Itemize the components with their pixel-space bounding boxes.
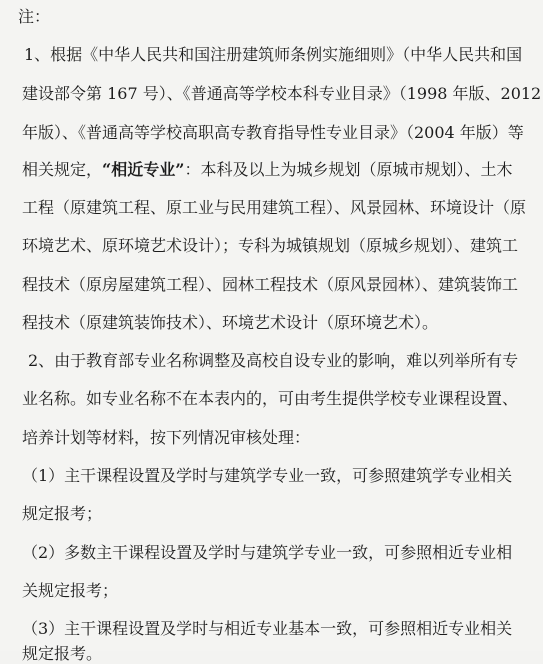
sub1-line1: （1）主干课程设置及学时与建筑学专业一致，可参照建筑学专业相关: [22, 466, 513, 485]
item1-line2: 建设部令第 167 号）、《普通高等学校本科专业目录》（1998 年版、2012: [22, 84, 542, 103]
item1-line6: 环境艺术、原环境艺术设计）；专科为城镇规划（原城乡规划）、建筑工: [22, 236, 519, 255]
similar-major-term: “相近专业”: [102, 160, 185, 179]
sub2-line2: 关规定报考；: [22, 581, 119, 600]
item2-line2: 业名称。如专业名称不在本表内的，可由考生提供学校专业课程设置、: [22, 389, 519, 408]
item1-line4-post: ：本科及以上为城乡规划（原城市规划）、土木: [184, 160, 513, 179]
item1-line1: 1、根据《中华人民共和国注册建筑师条例实施细则》（中华人民共和国: [24, 45, 523, 64]
sub2-line1: （2）多数主干课程设置及学时与建筑学专业一致，可参照相近专业相: [22, 543, 513, 562]
item1-line3: 年版）、《普通高等学校高职高专教育指导性专业目录》（2004 年版）等: [22, 123, 524, 142]
item1-line4-pre: 相关规定，: [22, 160, 103, 179]
item2-line3: 培养计划等材料，按下列情况审核处理：: [22, 428, 311, 447]
sub3-line2: 规定报考。: [22, 644, 103, 663]
item1-line7: 程技术（原房屋建筑工程）、园林工程技术（原风景园林）、建筑装饰工: [22, 275, 519, 294]
note-label: 注：: [18, 7, 51, 26]
item1-line4: [22, 160, 512, 180]
sub1-line2: 规定报考；: [22, 504, 103, 523]
item1-line5: 工程（原建筑工程、原工业与民用建筑工程）、风景园林、环境设计（原: [22, 198, 527, 217]
sub3-line1: （3）主干课程设置及学时与相近专业基本一致，可参照相近专业相关: [22, 619, 513, 638]
item1-line8: 程技术（原建筑装饰技术）、环境艺术设计（原环境艺术）。: [22, 313, 439, 332]
item2-line1: 2、由于教育部专业名称调整及高校自设专业的影响，难以列举所有专: [28, 351, 519, 370]
